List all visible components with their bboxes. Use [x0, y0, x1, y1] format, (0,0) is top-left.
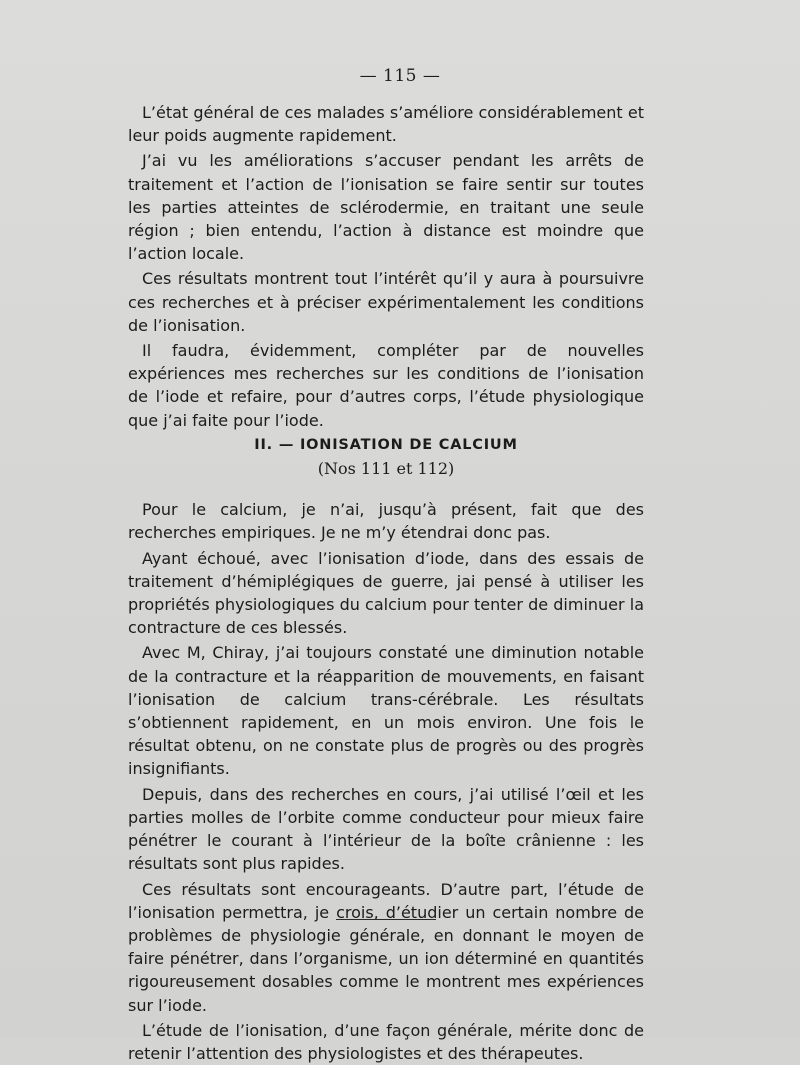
paragraph: Pour le calcium, je n’ai, jusqu’à présent, fait que des recherches empiriques. Je ne m’y étendrai donc pas. — [128, 500, 644, 543]
paragraph: J’ai vu les améliorations s’accuser pendant les arrêts de traitement et l’action de l’ionisation se faire sentir sur toutes les parties atteintes de sclérodermie, en traitant une seule région ; bien entendu, l’action à distance est moindre que l’action locale. — [128, 151, 644, 264]
paragraph: Ces résultats sont encourageants. D’autre part, l’étude de l’ionisation permettra, je crois, d’étudier un certain nombre de problèmes de physiologie générale, en donnant le moyen de faire pénétrer, dans l’organisme, un ion déterminé en quantités rigoureusement dosables comme le montrent mes expériences sur l’iode. — [128, 879, 644, 1015]
body-text — [128, 101, 644, 1065]
closing-rule — [336, 919, 436, 920]
paragraph: Ces résultats montrent tout l’intérêt qu’il y aura à poursuivre ces recherches et à préciser expérimentalement les conditions de l’ionisation. — [128, 269, 644, 335]
section-heading: II. — IONISATION DE CALCIUM — [254, 436, 518, 453]
paragraph: L’étude de l’ionisation, d’une façon générale, mérite donc de retenir l’attention des physiologistes et des thérapeutes. — [128, 1020, 644, 1063]
paragraph: Depuis, dans des recherches en cours, j’ai utilisé l’œil et les parties molles de l’orbite comme conducteur pour mieux faire pénétrer le courant à l’intérieur de la boîte crânienne : les résultats sont plus rapides. — [128, 784, 644, 874]
page-number: — 115 — — [359, 66, 441, 86]
section-subheading: (Nos 111 et 112) — [317, 459, 455, 479]
paragraph: Il faudra, évidemment, compléter par de nouvelles expériences mes recherches sur les conditions de l’ionisation de l’iode et refaire, pour d’autres corps, l’étude physiologique que j’ai faite pour l’iode. — [128, 341, 644, 430]
paragraph: L’état général de ces malades s’améliore considérablement et leur poids augmente rapidement. — [128, 103, 644, 146]
paragraph: Ayant échoué, avec l’ionisation d’iode, dans des essais de traitement d’hémiplégiques de guerre, jai pensé à utiliser les propriétés physiologiques du calcium pour tenter de diminuer la contracture de ces blessés. — [128, 548, 644, 638]
paragraph: Avec M, Chiray, j’ai toujours constaté une diminution notable de la contracture et la réapparition de mouvements, en faisant l’ionisation de calcium trans-cérébrale. Les résultats s’obtiennent rapidement, en un mois environ. Une fois le résultat obtenu, on ne constate plus de progrès ou des progrès insignifiants. — [128, 643, 644, 779]
